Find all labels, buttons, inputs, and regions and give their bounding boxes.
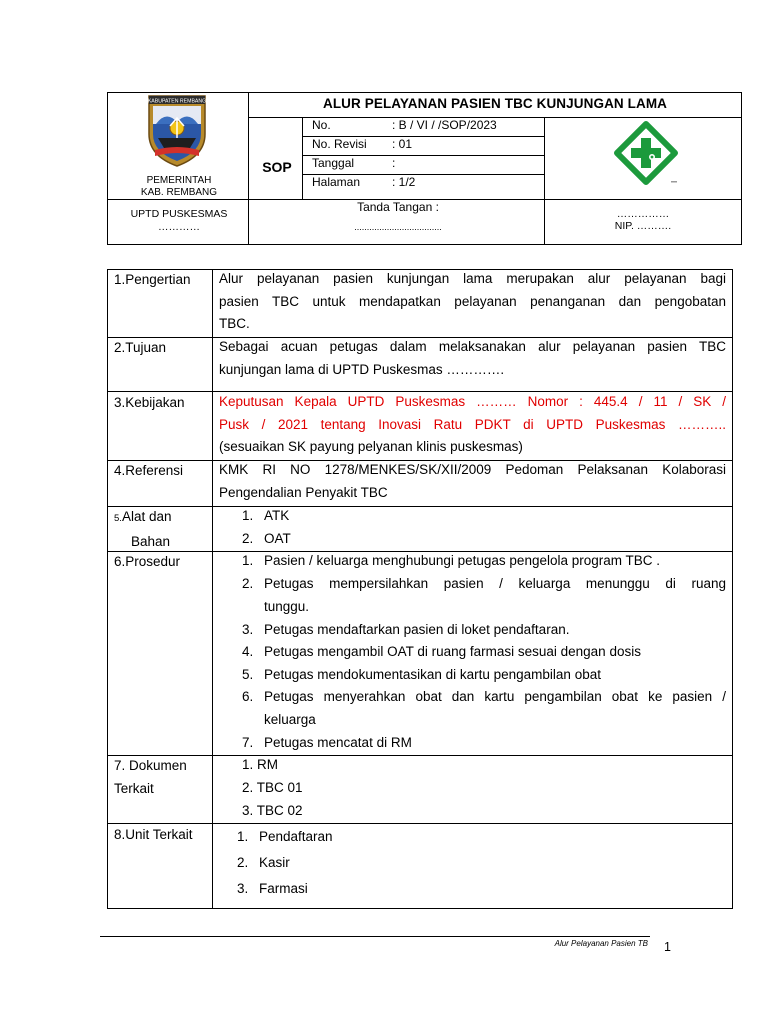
kebijakan-text (219, 391, 726, 459)
unit-item: Farmasi (259, 881, 308, 896)
alat-label (114, 505, 171, 553)
dokumen-label (114, 754, 187, 800)
prosedur-step-cont: keluarga (264, 712, 316, 727)
document-title: ALUR PELAYANAN PASIEN TBC KUNJUNGAN LAMA (322, 96, 668, 111)
tanda-tangan-dots: ................................... (354, 222, 442, 232)
dokumen-item: 1. RM (242, 757, 279, 772)
prosedur-step: Pasien / keluarga menghubungi petugas pengelola program TBC . (264, 553, 661, 568)
prosedur-step: Petugas mendokumentasikan di kartu pengambilan obat (264, 667, 601, 682)
halaman-value: : 1/2 (392, 175, 416, 189)
prosedur-step-number: 3. (242, 622, 254, 637)
unit-label: 8.Unit Terkait (114, 827, 193, 842)
prosedur-step-number: 4. (242, 644, 254, 659)
unit-item-number: 1. (237, 829, 249, 844)
referensi-label: 4.Referensi (114, 463, 184, 478)
revisi-label: No. Revisi (312, 137, 367, 151)
prosedur-step: Petugas mempersilahkan pasien / keluarga menunggu di ruang (264, 576, 726, 591)
pemerintah-text: PEMERINTAH (146, 175, 212, 186)
unit-item: Pendaftaran (259, 829, 333, 844)
dokumen-item: 2. TBC 01 (242, 780, 303, 795)
alat-label-line1: Alat dan (121, 509, 172, 524)
unit-item: Kasir (259, 855, 290, 870)
uptd-block (110, 208, 248, 234)
kebijakan-line: Keputusan Kepala UPTD Puskesmas ……… Nomor : 445.4 / 11 / SK / (219, 394, 726, 409)
halaman-label: Halaman (312, 175, 361, 189)
alat-item: OAT (264, 531, 291, 546)
footer-rule (100, 936, 650, 937)
referensi-text (219, 459, 726, 504)
tujuan-label: 2.Tujuan (114, 340, 167, 355)
prosedur-label: 6.Prosedur (114, 554, 181, 569)
referensi-line: KMK RI NO 1278/MENKES/SK/XII/2009 Pedoman Pelaksanan Kolaborasi (219, 462, 726, 477)
pengertian-label: 1.Pengertian (114, 272, 191, 287)
unit-item-number: 2. (237, 855, 249, 870)
prosedur-step-number: 6. (242, 689, 254, 704)
prosedur-step: Petugas mencatat di RM (264, 735, 412, 750)
prosedur-step-number: 5. (242, 667, 254, 682)
uptd-dots: ………… (158, 221, 200, 233)
prosedur-step-number: 1. (242, 553, 254, 568)
rembang-coat-of-arms-icon (146, 94, 208, 168)
no-value: : B / VI / /SOP/2023 (392, 118, 497, 132)
puskesmas-logo-icon (613, 120, 679, 186)
tanggal-label: Tanggal (312, 156, 355, 170)
alat-item-number: 1. (242, 508, 254, 523)
no-label: No. (312, 118, 331, 132)
footer-text: Alur Pelayanan Pasien TB (554, 939, 648, 948)
revisi-value: : 01 (392, 137, 413, 151)
pengertian-line: TBC. (219, 316, 250, 331)
uptd-label: UPTD PUSKESMAS (130, 208, 228, 220)
alat-item-number: 2. (242, 531, 254, 546)
prosedur-step: Petugas mendaftarkan pasien di loket pendaftaran. (264, 622, 570, 637)
pengertian-text (219, 268, 726, 336)
coat-of-arms-banner: KABUPATEN REMBANG (147, 98, 207, 105)
sop-label: SOP (262, 159, 292, 175)
dokumen-label-line1: 7. Dokumen (114, 758, 187, 773)
kebijakan-line: Pusk / 2021 tentang Inovasi Ratu PDKT di UPTD Puskesmas ……….. (219, 416, 726, 432)
prosedur-step: Petugas mengambil OAT di ruang farmasi sesuai dengan dosis (264, 644, 641, 659)
signer-block (545, 208, 741, 232)
page-number: 1 (664, 940, 671, 954)
tujuan-line: kunjungan lama di UPTD Puskesmas …………. (219, 361, 505, 377)
tujuan-text (219, 336, 726, 381)
pemerintah-block (110, 175, 248, 199)
prosedur-step-number: 2. (242, 576, 254, 591)
kebijakan-label: 3.Kebijakan (114, 395, 185, 410)
pengertian-line: pasien TBC untuk mendapatkan pelayanan penanganan dan pengobatan (219, 293, 726, 309)
tanda-tangan-label: Tanda Tangan : (357, 200, 439, 214)
prosedur-step-number: 7. (242, 735, 254, 750)
referensi-line: Pengendalian Penyakit TBC (219, 484, 388, 500)
kabupaten-text: KAB. REMBANG (140, 187, 218, 198)
dokumen-item: 3. TBC 02 (242, 803, 303, 818)
dokumen-label-line2: Terkait (114, 781, 154, 796)
alat-label-line2: Bahan (131, 534, 171, 549)
nip-label: NIP. ………. (614, 220, 672, 232)
pengertian-line: Alur pelayanan pasien kunjungan lama merupakan alur pelayanan bagi (219, 271, 726, 286)
alat-label-number: 5. (114, 513, 122, 524)
signer-dots: …………… (616, 208, 670, 220)
unit-item-number: 3. (237, 881, 249, 896)
tujuan-line: Sebagai acuan petugas dalam melaksanakan alur pelayanan pasien TBC (219, 339, 726, 354)
prosedur-step-cont: tunggu. (264, 599, 310, 614)
alat-item: ATK (264, 508, 290, 523)
prosedur-step: Petugas menyerahkan obat dan kartu pengambilan obat ke pasien / (264, 689, 726, 704)
kebijakan-note: (sesuaikan SK payung pelyanan klinis puskesmas) (219, 439, 523, 454)
tanggal-value: : (392, 156, 396, 170)
